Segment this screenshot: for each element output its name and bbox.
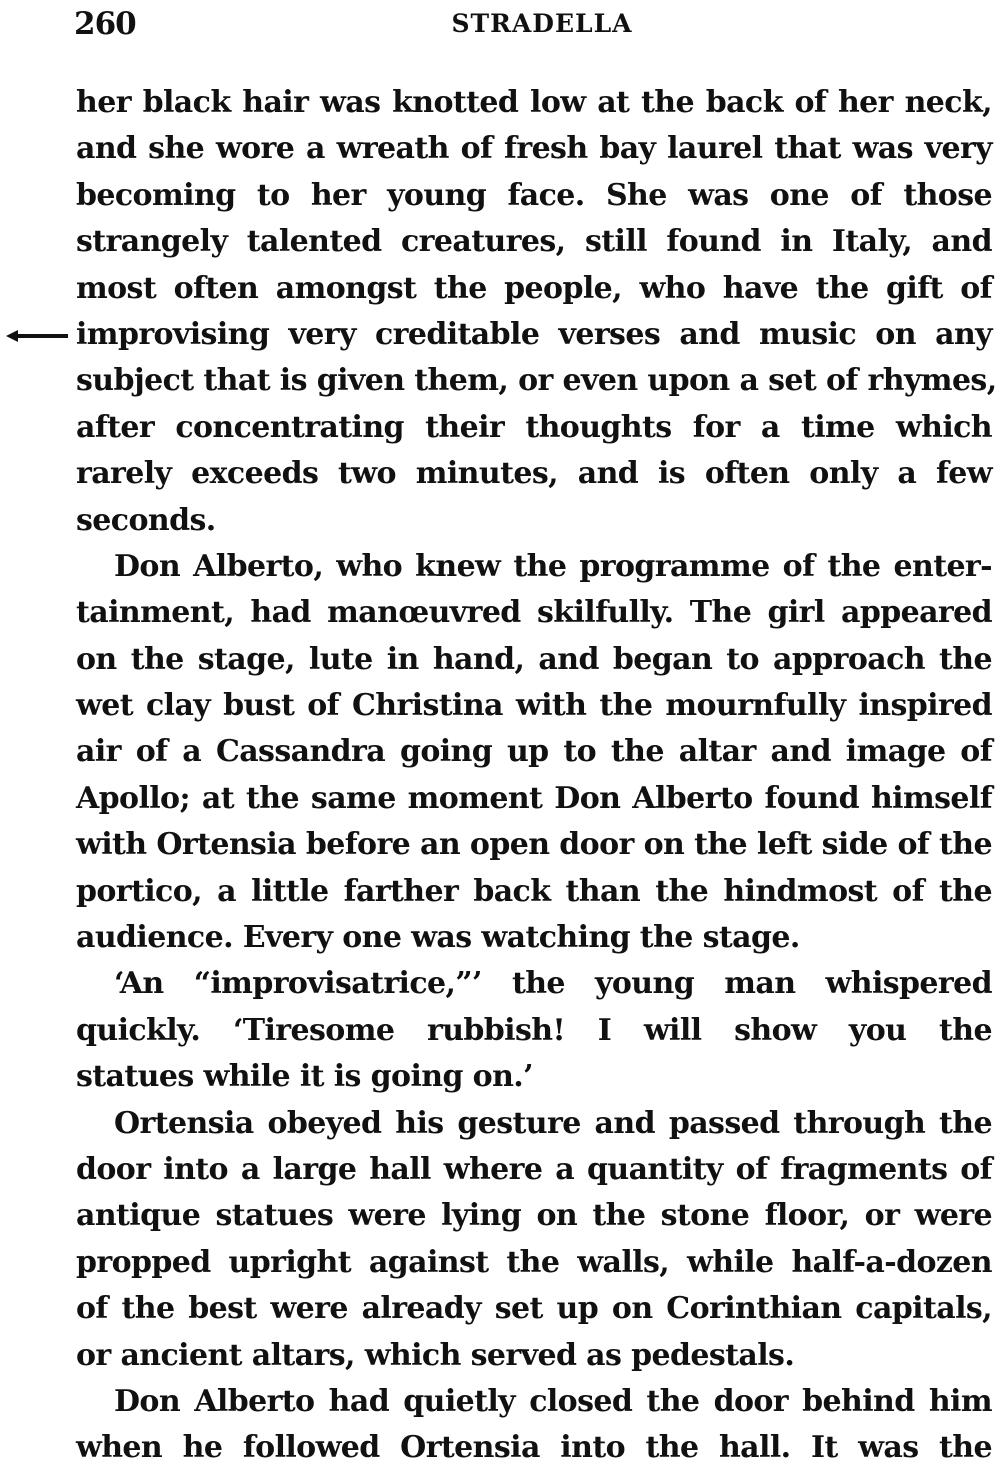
text-line: and she wore a wreath of fresh bay laurel that was very <box>76 131 992 167</box>
text-line: wet clay bust of Christina with the mournfully inspired <box>76 688 992 724</box>
text-line: of the best were already set up on Corinthian capitals, <box>76 1291 992 1327</box>
text-line: with Ortensia before an open door on the left side of the <box>76 827 992 863</box>
text-line: Ortensia obeyed his gesture and passed through the <box>114 1105 992 1141</box>
text-line: or ancient altars, which served as pedestals. <box>76 1337 795 1373</box>
text-line: tainment, had manœuvred skilfully. The girl appeared <box>76 595 992 631</box>
text-line: air of a Cassandra going up to the altar and image of <box>76 734 992 770</box>
text-line: ‘An “improvisatrice,”’ the young man whispered <box>114 966 992 1002</box>
text-line: when he followed Ortensia into the hall. It was the <box>76 1430 992 1466</box>
text-line: subject that is given them, or even upon a set of rhymes, <box>76 363 997 399</box>
running-head <box>74 2 992 46</box>
text-line: quickly. ‘Tiresome rubbish! I will show you the <box>76 1012 992 1048</box>
running-title: STRADELLA <box>451 9 633 38</box>
text-line: improvising very creditable verses and music on any <box>76 316 992 352</box>
text-line: seconds. <box>76 502 216 538</box>
text-line: Don Alberto, who knew the programme of the enter- <box>114 548 992 584</box>
text-line: statues while it is going on.’ <box>76 1059 533 1095</box>
text-line: Don Alberto had quietly closed the door behind him <box>114 1383 992 1419</box>
text-line: strangely talented creatures, still found in Italy, and <box>76 224 992 260</box>
text-line: door into a large hall where a quantity of fragments of <box>76 1151 992 1187</box>
text-line: Apollo; at the same moment Don Alberto found himself <box>76 780 992 816</box>
text-line: on the stage, lute in hand, and began to approach the <box>76 641 992 677</box>
text-line: after concentrating their thoughts for a time which <box>76 409 992 445</box>
text-line: antique statues were lying on the stone floor, or were <box>76 1198 992 1234</box>
text-line: her black hair was knotted low at the back of her neck, <box>76 85 992 120</box>
text-line: portico, a little farther back than the hindmost of the <box>76 873 992 909</box>
text-line: most often amongst the people, who have the gift of <box>76 270 992 306</box>
text-line: audience. Every one was watching the stage. <box>76 920 800 956</box>
left-arrow-icon <box>6 326 70 346</box>
body-text <box>76 80 997 1472</box>
text-line: becoming to her young face. She was one of those <box>76 177 992 213</box>
page-number: 260 <box>74 6 136 42</box>
text-line: propped upright against the walls, while half-a-dozen <box>76 1244 992 1280</box>
text-line: rarely exceeds two minutes, and is often only a few <box>76 456 992 492</box>
